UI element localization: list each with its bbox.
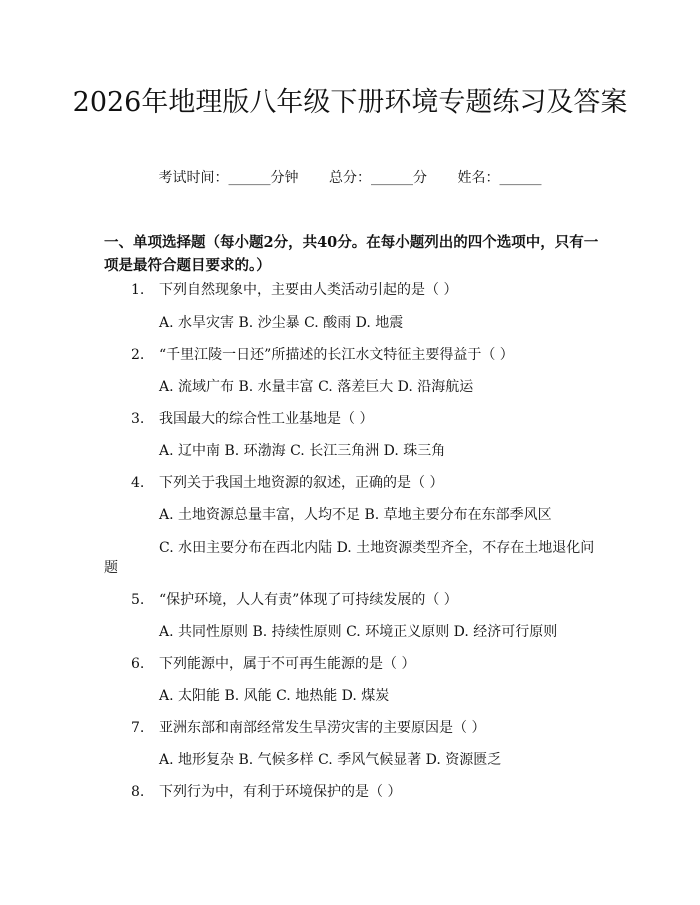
question-5-options: A. 共同性原则 B. 持续性原则 C. 环境正义原则 D. 经济可行原则 (159, 624, 558, 640)
question-1-options: A. 水旱灾害 B. 沙尘暴 C. 酸雨 D. 地震 (159, 315, 404, 331)
question-number: 7. (131, 720, 145, 736)
exam-time-field: 考试时间：______分钟 (158, 170, 299, 186)
question-number: 8. (131, 784, 145, 800)
question-text: 下列关于我国土地资源的叙述，正确的是（ ） (159, 475, 444, 491)
question-text: “千里江陵一日还”所描述的长江水文特征主要得益于（ ） (159, 347, 514, 363)
question-number: 3. (131, 411, 145, 427)
question-4-option-ab: A. 土地资源总量丰富，人均不足 B. 草地主要分布在东部季风区 (159, 507, 552, 523)
question-text: 下列自然现象中，主要由人类活动引起的是（ ） (159, 282, 458, 298)
question-6-options: A. 太阳能 B. 风能 C. 地热能 D. 煤炭 (159, 688, 390, 704)
question-2-options: A. 流域广布 B. 水量丰富 C. 落差巨大 D. 沿海航运 (159, 379, 474, 395)
question-text: “保护环境，人人有责”体现了可持续发展的（ ） (159, 592, 458, 608)
question-text: 下列能源中，属于不可再生能源的是（ ） (159, 656, 416, 672)
question-3-options: A. 辽中南 B. 环渤海 C. 长江三角洲 D. 珠三角 (159, 443, 446, 459)
question-number: 1. (131, 282, 145, 298)
student-name-field: 姓名：______ (457, 170, 542, 186)
exam-meta (0, 168, 700, 188)
question-7-options: A. 地形复杂 B. 气候多样 C. 季风气候显著 D. 资源匮乏 (159, 752, 502, 768)
question-number: 6. (131, 656, 145, 672)
question-4-option-cd: C. 水田主要分布在西北内陆 D. 土地资源类型齐全，不存在土地退化问 (159, 540, 595, 556)
page-title: 2026年地理版八年级下册环境专题练习及答案 (72, 87, 628, 118)
section-heading: 一、单项选择题（每小题2分，共40分。在每小题列出的四个选项中，只有一项是最符合题目要求的。） (104, 234, 599, 274)
question-text: 亚洲东部和南部经常发生旱涝灾害的主要原因是（ ） (159, 720, 486, 736)
question-text: 下列行为中，有利于环境保护的是（ ） (159, 784, 402, 800)
question-number: 2. (131, 347, 145, 363)
total-score-field: 总分：______分 (329, 170, 427, 186)
question-number: 4. (131, 475, 145, 491)
question-4-option-wrap: 题 (104, 560, 118, 576)
question-text: 我国最大的综合性工业基地是（ ） (159, 411, 374, 427)
question-number: 5. (131, 592, 145, 608)
